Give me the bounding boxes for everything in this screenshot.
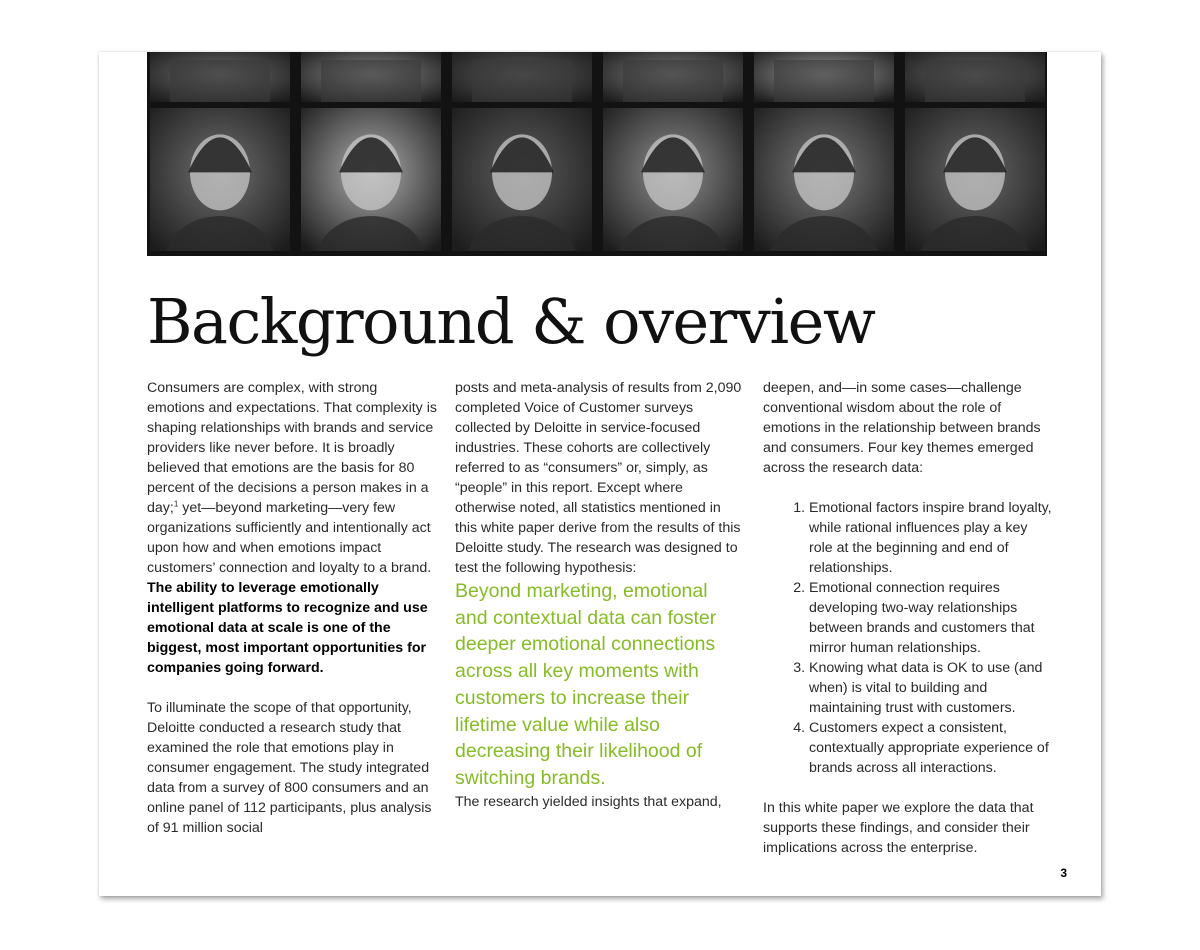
photo-people-top-3 (452, 52, 592, 102)
page-number: 3 (1060, 866, 1067, 880)
photo-people-top-6 (905, 52, 1045, 102)
photo-smiling-woman (452, 108, 592, 251)
photo-couple-smiling (905, 108, 1045, 251)
text-column-1 (147, 378, 437, 838)
page-title: Background & overview (147, 285, 875, 358)
list-item: 1. Emotional factors inspire brand loyalty, while rational influences play a key role at the beginning and end of relationships. (809, 498, 1053, 578)
photo-people-top-1 (150, 52, 290, 102)
document-page (99, 52, 1101, 896)
paragraph-insights: The research yielded insights that expand, (455, 793, 722, 810)
photo-woman-funny-face (754, 108, 894, 251)
photo-striped-shirt (754, 52, 894, 102)
photo-woman-selfie (603, 108, 743, 251)
intro-text-continued: yet—beyond marketing—very few organizations sufficiently and intentionally act upon how and when emotions impact customers’ connection and loyalty to a brand. (147, 500, 432, 576)
list-item: 2. Emotional connection requires developing two-way relationships between brands and customers that mirror human relationships. (809, 578, 1053, 658)
photo-people-top-4 (603, 52, 743, 102)
key-statement: The ability to leverage emotionally intelligent platforms to recognize and use emotional data at scale is one of the biggest, most important opportunities for companies going forward. (147, 580, 428, 676)
paragraph-study: To illuminate the scope of that opportunity, Deloitte conducted a research study that examined the role that emotions play in consumer engagement. The study integrated data from a survey of 800 consumers and an online panel of 112 participants, plus analysis of 91 million social (147, 700, 432, 836)
photo-friends-cheering (301, 108, 441, 251)
paragraph-themes-intro: deepen, and—in some cases—challenge conventional wisdom about the role of emotions in the relationship between brands and consumers. Four key themes emerged across the research data: (763, 380, 1041, 476)
paragraph-intro (147, 378, 437, 678)
intro-text: Consumers are complex, with strong emotions and expectations. That complexity is shaping relationships with brands and service providers like never before. It is broadly believed that emotions are the basis for 80 percent of the decisions a person makes in a day; (147, 380, 437, 516)
list-item: 3. Knowing what data is OK to use (and when) is vital to building and maintaining trust with customers. (809, 658, 1053, 718)
photo-collage (147, 52, 1047, 256)
paragraph-methodology: posts and meta-analysis of results from 2,090 completed Voice of Customer surveys collected by Deloitte in service-focused industries. These cohorts are collectively referred to as “consumers” or, simply, as “people” in this report. Except where otherwise noted, all statistics mentioned in this white paper derive from the results of this Deloitte study. The research was designed to test the following hypothesis: (455, 380, 742, 576)
text-column-3 (763, 378, 1053, 858)
paragraph-conclusion: In this white paper we explore the data that supports these findings, and consider their implications across the enterprise. (763, 800, 1034, 856)
photo-woman-hat (150, 108, 290, 251)
text-column-2 (455, 378, 745, 812)
list-item: 4. Customers expect a consistent, contextually appropriate experience of brands across all interactions. (809, 718, 1053, 778)
footnote-ref: 1 (173, 499, 179, 509)
key-themes-list (763, 498, 1053, 778)
hypothesis-pull-quote: Beyond marketing, emotional and contextual data can foster deeper emotional connections across all key moments with customers to increase their lifetime value while also decreasing their likelihood of switching brands. (455, 580, 717, 789)
photo-hand-phone (301, 52, 441, 102)
